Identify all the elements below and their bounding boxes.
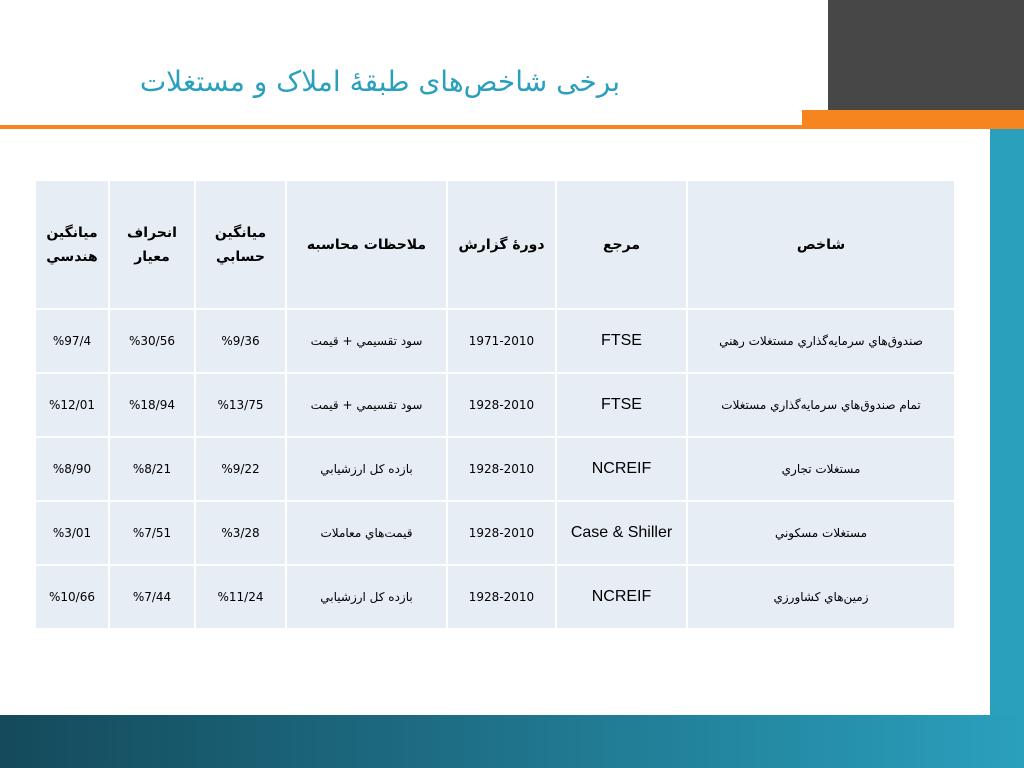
cell-geometric-mean: %3/01 xyxy=(35,501,109,565)
cell-index: مستغلات تجاري xyxy=(687,437,955,501)
cell-geometric-mean: %97/4 xyxy=(35,309,109,373)
cell-std-deviation: %30/56 xyxy=(109,309,195,373)
header-calculation-notes: ملاحظات محاسبه xyxy=(286,180,447,309)
cell-arithmetic-mean: %3/28 xyxy=(195,501,286,565)
cell-report-period: 1928-2010 xyxy=(447,501,556,565)
header-geometric-mean: میانگین هندسي xyxy=(35,180,109,309)
indices-table xyxy=(34,179,956,630)
table-row xyxy=(35,309,955,373)
cell-index: مستغلات مسکوني xyxy=(687,501,955,565)
table-row xyxy=(35,373,955,437)
title-underline xyxy=(0,125,830,129)
cell-calculation-notes: بازده کل ارزشیابي xyxy=(286,437,447,501)
cell-arithmetic-mean: %9/36 xyxy=(195,309,286,373)
right-teal-bar xyxy=(990,129,1024,768)
cell-reference: FTSE xyxy=(556,373,687,437)
header-std-deviation: انحراف معیار xyxy=(109,180,195,309)
bottom-gradient-bar xyxy=(0,715,1024,768)
cell-std-deviation: %7/44 xyxy=(109,565,195,629)
cell-std-deviation: %8/21 xyxy=(109,437,195,501)
cell-calculation-notes: بازده کل ارزشیابي xyxy=(286,565,447,629)
cell-index: زمین‌هاي کشاورزي xyxy=(687,565,955,629)
cell-report-period: 1928-2010 xyxy=(447,373,556,437)
cell-index: صندوق‌هاي سرمایه‌گذاري مستغلات رهني xyxy=(687,309,955,373)
cell-arithmetic-mean: %11/24 xyxy=(195,565,286,629)
cell-calculation-notes: سود تقسیمي + قیمت xyxy=(286,373,447,437)
cell-reference: NCREIF xyxy=(556,437,687,501)
cell-geometric-mean: %12/01 xyxy=(35,373,109,437)
table-row xyxy=(35,565,955,629)
cell-report-period: 1928-2010 xyxy=(447,565,556,629)
header-index: شاخص xyxy=(687,180,955,309)
cell-index: تمام صندوق‌هاي سرمایه‌گذاري مستغلات xyxy=(687,373,955,437)
cell-reference: Case & Shiller xyxy=(556,501,687,565)
orange-accent-block xyxy=(802,110,1024,129)
cell-reference: FTSE xyxy=(556,309,687,373)
slide-title: برخی شاخص‌های طبقهٔ املاک و مستغلات xyxy=(139,65,620,98)
cell-calculation-notes: سود تقسیمي + قیمت xyxy=(286,309,447,373)
cell-report-period: 1928-2010 xyxy=(447,437,556,501)
header-reference: مرجع xyxy=(556,180,687,309)
cell-std-deviation: %18/94 xyxy=(109,373,195,437)
cell-geometric-mean: %8/90 xyxy=(35,437,109,501)
cell-reference: NCREIF xyxy=(556,565,687,629)
corner-dark-block xyxy=(828,0,1024,110)
cell-geometric-mean: %10/66 xyxy=(35,565,109,629)
table-header-row xyxy=(35,180,955,309)
cell-arithmetic-mean: %9/22 xyxy=(195,437,286,501)
header-report-period: دورهٔ گزارش xyxy=(447,180,556,309)
table-row xyxy=(35,437,955,501)
cell-arithmetic-mean: %13/75 xyxy=(195,373,286,437)
table-row xyxy=(35,501,955,565)
cell-std-deviation: %7/51 xyxy=(109,501,195,565)
cell-calculation-notes: قیمت‌هاي معاملات xyxy=(286,501,447,565)
header-arithmetic-mean: میانگین حسابي xyxy=(195,180,286,309)
cell-report-period: 1971-2010 xyxy=(447,309,556,373)
